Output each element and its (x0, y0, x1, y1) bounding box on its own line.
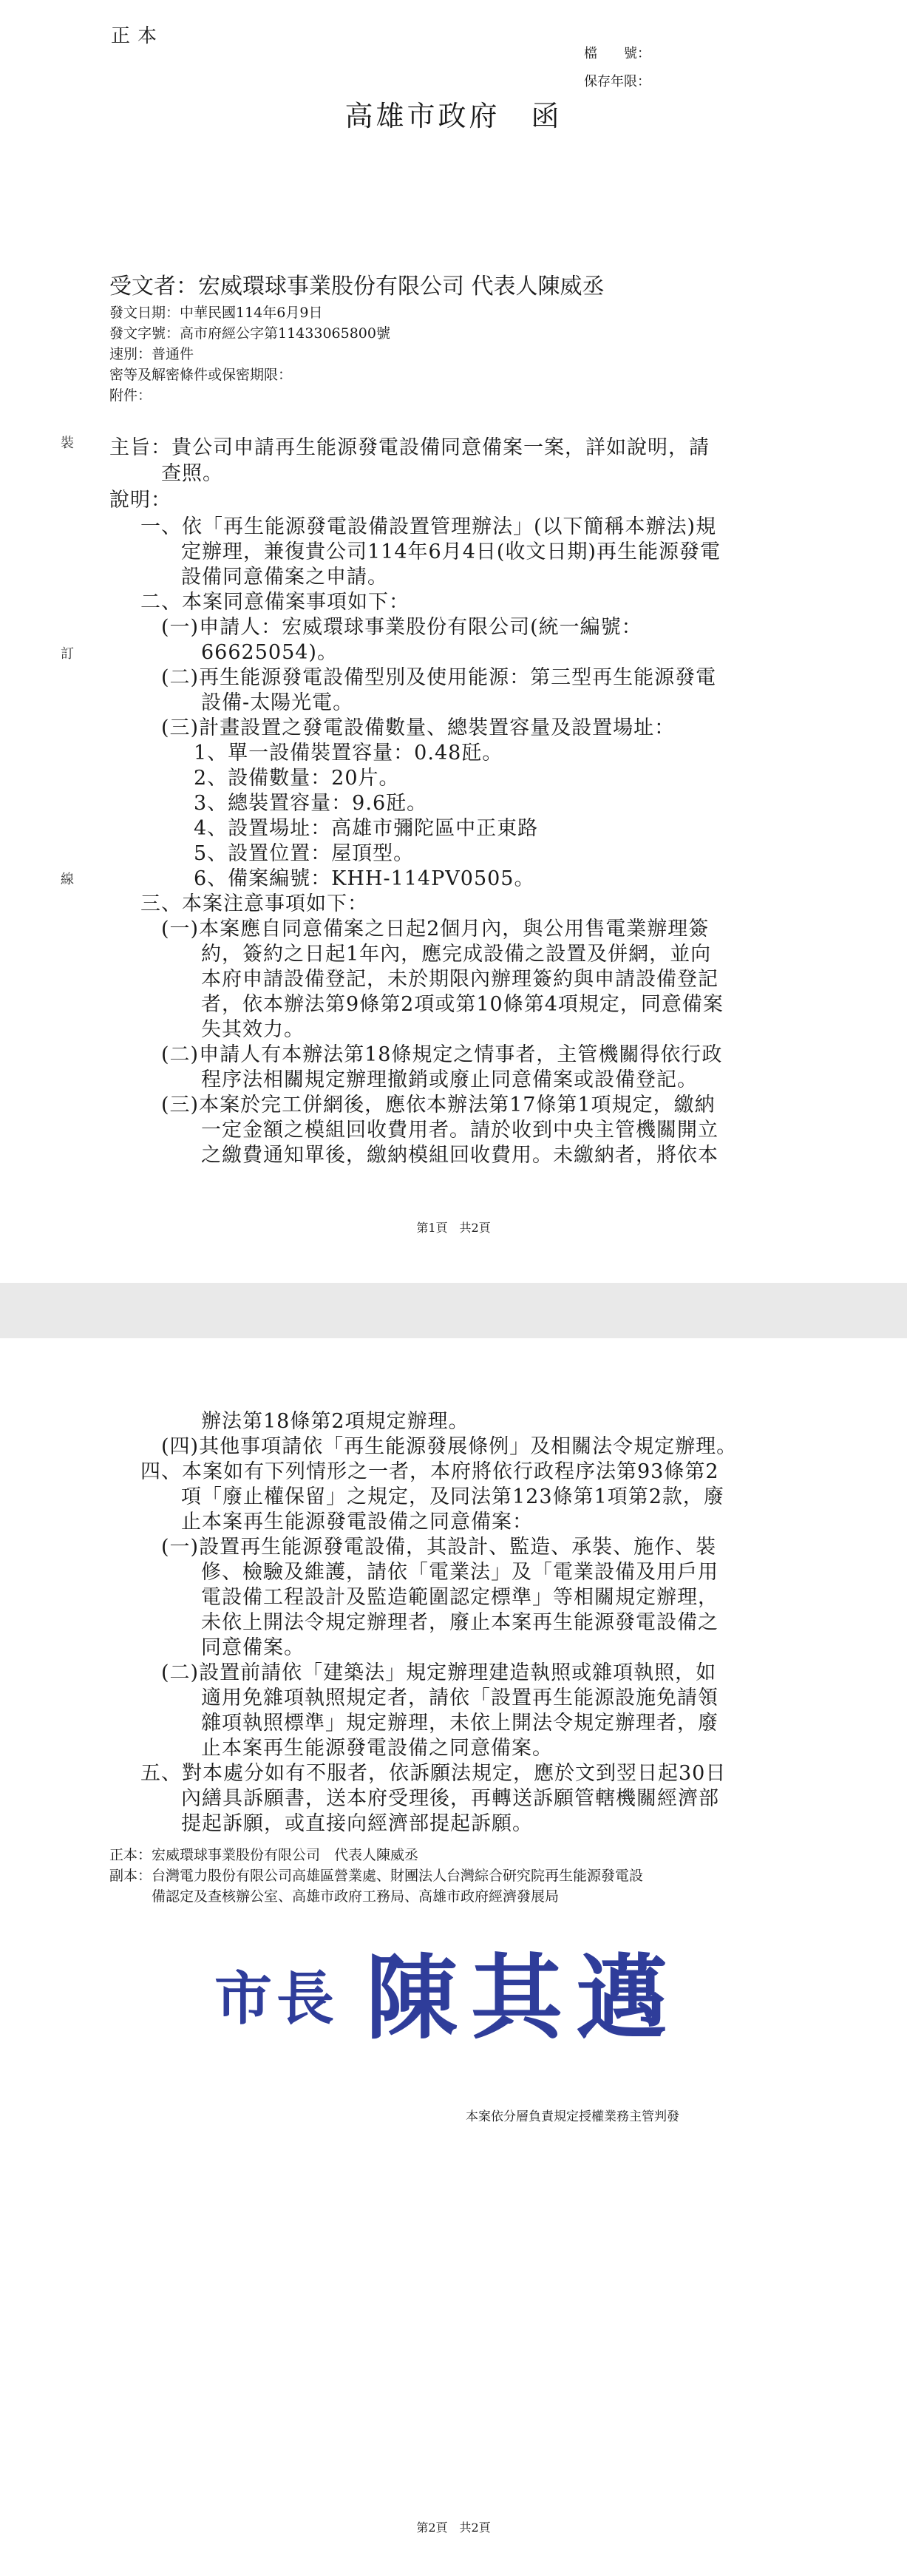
explanation-label: 說明： (109, 489, 171, 512)
body-line: 6、備案編號：KHH-114PV0505。 (194, 867, 535, 890)
body-line: (一)申請人：宏威環球事業股份有限公司(統一編號： (161, 616, 642, 639)
body-line: 修、檢驗及維護，請依「電業法」及「電業設備及用戶用 (201, 1561, 719, 1584)
body-line: 1、單一設備裝置容量：0.48瓩。 (194, 742, 503, 765)
retention-label: 保存年限： (584, 74, 650, 89)
svg-text:市長: 市長 (214, 1965, 339, 2033)
attachments: 附件： (109, 387, 152, 404)
binding-mark: 訂 (61, 646, 74, 662)
document-number: 發文字號：高市府經公字第11433065800號 (109, 325, 390, 342)
binding-mark: 裝 (61, 435, 74, 451)
body-line: 止本案再生能源發電設備之同意備案。 (201, 1737, 553, 1760)
body-line: 雜項執照標準」規定辦理，未依上開法令規定辦理者，廢 (201, 1712, 719, 1735)
subject-line: 查照。 (161, 462, 223, 485)
body-line: 2、設備數量：20片。 (194, 767, 400, 790)
body-line: 5、設置位置：屋頂型。 (194, 842, 415, 865)
body-line: 提起訴願，或直接向經濟部提起訴願。 (181, 1812, 533, 1835)
body-line: 設備同意備案之申請。 (181, 566, 388, 589)
body-line: 設備-太陽光電。 (201, 691, 354, 714)
body-line: 66625054)。 (201, 641, 338, 664)
body-line: 失其效力。 (201, 1018, 305, 1041)
body-line: 四、本案如有下列情形之一者，本府將依行政程序法第93條第2 (140, 1460, 719, 1483)
body-line: (二)申請人有本辦法第18條規定之情事者，主管機關得依行政 (161, 1043, 723, 1066)
page-footer: 第1頁 共2頁 (416, 1221, 491, 1235)
body-line: 之繳費通知單後，繳納模組回收費用。未繳納者，將依本 (201, 1144, 719, 1167)
original-recipient: 正本：宏威環球事業股份有限公司 代表人陳威丞 (109, 1847, 419, 1863)
binding-mark: 線 (61, 872, 74, 887)
body-line: (三)計畫設置之發電設備數量、總裝置容量及設置場址： (161, 716, 676, 739)
body-line: 二、本案同意備案事項如下： (140, 591, 410, 614)
body-line: 適用免雜項執照規定者，請依「設置再生能源設施免請領 (201, 1687, 719, 1709)
body-line: 約，簽約之日起1年內，應完成設備之設置及併網，並向 (201, 943, 712, 966)
page-footer: 第2頁 共2頁 (416, 2521, 491, 2535)
document-title: 高雄市政府 函 (344, 100, 563, 132)
body-line: 4、設置場址：高雄市彌陀區中正東路 (194, 817, 539, 840)
delegation-note: 本案依分層負責規定授權業務主管判發 (466, 2109, 679, 2124)
body-line: 項「廢止權保留」之規定，及同法第123條第1項第2款，廢 (181, 1485, 724, 1508)
body-line: (二)設置前請依「建築法」規定辦理建造執照或雜項執照，如 (161, 1661, 717, 1684)
body-line: 五、對本處分如有不服者，依訴願法規定，應於文到翌日起30日 (140, 1762, 727, 1785)
issue-date: 發文日期：中華民國114年6月9日 (109, 305, 323, 321)
page-1 (0, 0, 907, 1283)
body-line: 未依上開法令規定辦理者，廢止本案再生能源發電設備之 (201, 1611, 719, 1634)
body-line: 定辦理，兼復貴公司114年6月4日(收文日期)再生能源發電 (181, 540, 721, 563)
body-line: 三、本案注意事項如下： (140, 892, 368, 915)
body-line: 一、依「再生能源發電設備設置管理辦法」(以下簡稱本辦法)規 (140, 515, 717, 538)
delivery-speed: 速別：普通件 (109, 346, 194, 362)
body-line: 止本案再生能源發電設備之同意備案： (181, 1511, 533, 1533)
secrecy-level: 密等及解密條件或保密期限： (109, 367, 293, 383)
body-line: (一)設置再生能源發電設備，其設計、監造、承裝、施作、裝 (161, 1536, 717, 1559)
body-line: 者，依本辦法第9條第2項或第10條第4項規定，同意備案 (201, 993, 724, 1016)
subject-line: 主旨：貴公司申請再生能源發電設備同意備案一案，詳如說明，請 (109, 436, 710, 459)
body-line: 3、總裝置容量：9.6瓩。 (194, 792, 428, 815)
original-copy-mark: 正本 (111, 25, 165, 47)
mayor-signature-stamp (207, 1937, 724, 2048)
body-line: (二)再生能源發電設備型別及使用能源：第三型再生能源發電 (161, 666, 717, 689)
body-line: 內繕具訴願書，送本府受理後，再轉送訴願管轄機關經濟部 (181, 1787, 719, 1810)
file-number-label: 檔 號： (584, 46, 650, 61)
body-line: 程序法相關規定辦理撤銷或廢止同意備案或設備登記。 (201, 1068, 698, 1091)
body-line: 同意備案。 (201, 1636, 305, 1659)
body-line: 電設備工程設計及監造範圍認定標準」等相關規定辦理， (201, 1586, 719, 1609)
copy-recipients: 副本：台灣電力股份有限公司高雄區營業處、財團法人台灣綜合研究院再生能源發電設 (109, 1868, 644, 1884)
body-line: (三)本案於完工併網後，應依本辦法第17條第1項規定，繳納 (161, 1094, 716, 1116)
svg-text:陳其邁: 陳其邁 (366, 1945, 682, 2048)
recipient: 受文者：宏威環球事業股份有限公司 代表人陳威丞 (109, 274, 605, 299)
body-line: 一定金額之模組回收費用者。請於收到中央主管機關開立 (201, 1119, 719, 1142)
body-line: 本府申請設備登記，未於期限內辦理簽約與申請設備登記 (201, 968, 719, 991)
copy-recipients-cont: 備認定及查核辦公室、高雄市政府工務局、高雄市政府經濟發展局 (152, 1888, 560, 1905)
body-line: (四)其他事項請依「再生能源發展條例」及相關法令規定辦理。 (161, 1435, 738, 1458)
body-line: (一)本案應自同意備案之日起2個月內，與公用售電業辦理簽 (161, 918, 710, 940)
body-line: 辦法第18條第2項規定辦理。 (201, 1410, 469, 1433)
